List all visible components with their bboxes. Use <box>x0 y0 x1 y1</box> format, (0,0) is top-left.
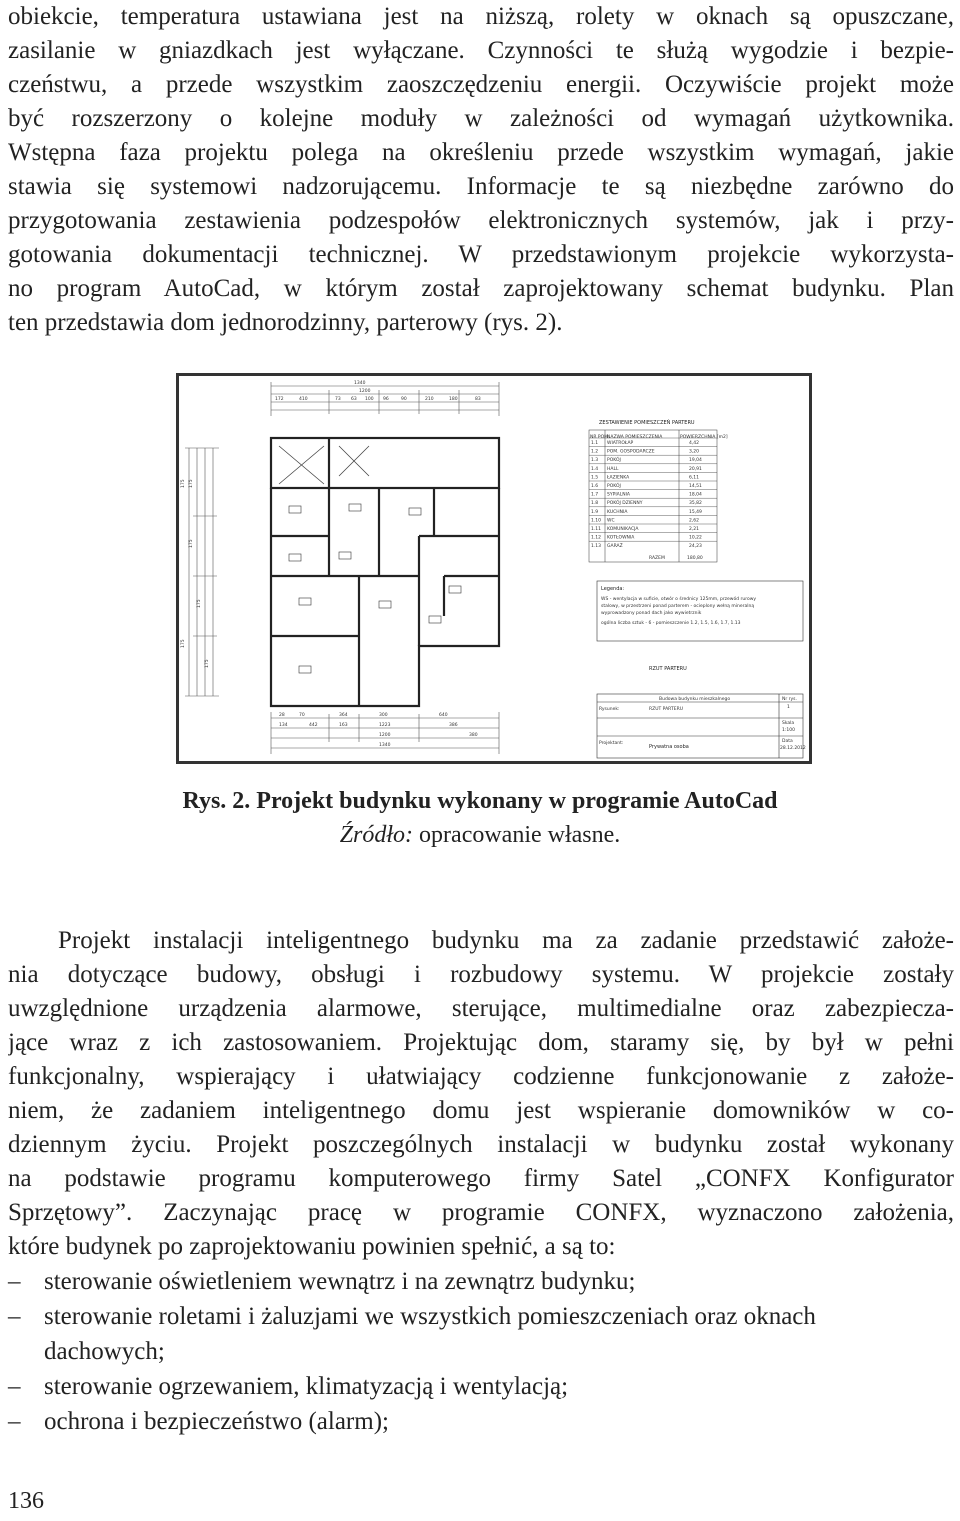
title-block-date-label: Data <box>782 739 793 744</box>
dim-top: 83 <box>475 397 481 402</box>
room-table-cell: 19,04 <box>689 458 702 464</box>
page-number: 136 <box>8 1488 44 1514</box>
title-block-sheet-value: 1 <box>787 705 790 710</box>
dim-left: 175 <box>181 479 186 488</box>
legend-text: stalowy, w przestrzeni ponad parterem - ocieplony wełną mineralną <box>601 604 755 609</box>
dim-left: 175 <box>189 479 194 488</box>
room-table-rows <box>589 438 717 549</box>
text-line: obiekcie, temperatura ustawiana jest na niższą, rolety w oknach są opuszczane, <box>8 3 954 30</box>
room-table-title: ZESTAWIENIE POMIESZCZEŃ PARTERU <box>599 420 695 426</box>
dash-marker: – <box>8 1373 21 1400</box>
text-line: Wstępna faza projektu polega na określeniu przede wszystkim wymagań, jakie <box>8 139 954 166</box>
room-table-cell: 1.4 <box>591 466 599 472</box>
list-item-text: sterowanie roletami i żaluzjami we wszystkich pomieszczeniach oraz oknach <box>44 1303 816 1330</box>
garage-cross <box>279 446 369 484</box>
dash-marker: – <box>8 1408 21 1435</box>
text-line: przygotowania zestawienia podzespołów elektronicznych systemów, jak i przy- <box>8 207 954 234</box>
list-item <box>8 1404 954 1439</box>
room-table-cell: POKÓJ <box>607 458 621 464</box>
room-table-cell: 15,49 <box>689 509 702 515</box>
room-table-total-value: 180,80 <box>687 556 703 561</box>
dim-left: 175 <box>205 659 210 668</box>
floor-plan-drawing <box>179 376 809 761</box>
text-line: Sprzętowy”. Zaczynając pracę w programie CONFX, wyznaczono założenia, <box>8 1199 954 1226</box>
room-table-cell: 3,20 <box>689 449 700 455</box>
text-line: no program AutoCad, w którym został zaprojektowany schemat budynku. Plan <box>8 275 954 302</box>
room-table-cell: 1.1 <box>591 441 599 446</box>
room-table-cell: WC <box>607 518 615 524</box>
text-line: jące wraz z ich zastosowaniem. Projektując dom, staramy się, by był w pełni <box>8 1029 954 1056</box>
room-table-cell: POM. GOSPODARCZE <box>607 449 655 455</box>
room-table-cell: ŁAZIENKA <box>607 475 630 481</box>
dim-bottom: 1340 <box>379 743 391 748</box>
room-table-cell: 35,82 <box>689 501 702 507</box>
room-table-cell: 24,23 <box>689 544 702 550</box>
text-line: niem, że zadaniem inteligentnego domu jest wspieranie domowników w co- <box>8 1097 954 1124</box>
room-table-cell: 1.6 <box>591 484 599 489</box>
dim-bottom: 380 <box>469 733 478 738</box>
room-table-cell: 4,42 <box>689 441 700 446</box>
dim-top: 96 <box>383 397 389 402</box>
figure-source <box>0 822 960 849</box>
dim-bottom: 70 <box>299 713 305 718</box>
title-block-drawing-label: Rysunek: <box>599 707 620 712</box>
text-line: być rozszerzony o kolejne moduły w zależności od wymagań użytkownika. <box>8 105 954 132</box>
paragraph-intro <box>8 0 954 340</box>
dim-bottom: 134 <box>279 723 288 728</box>
room-table-cell: 1.8 <box>591 501 599 507</box>
text-line: funkcjonalny, wspierający i ułatwiający codzienne funkcjonowanie z założe- <box>8 1063 954 1090</box>
room-table-cell: HALL <box>607 466 619 472</box>
dim-bottom: 640 <box>439 713 448 718</box>
list-item-text: dachowych; <box>44 1338 165 1365</box>
dim-top: 1200 <box>359 389 371 394</box>
legend-text: ogólna liczba sztuk - 6 - pomieszczenie 1.2, 1.5, 1.6, 1.7, 1.13 <box>601 621 741 626</box>
room-table-cell: KOTŁOWNIA <box>607 535 635 541</box>
legend-title: Legenda: <box>601 586 625 592</box>
dim-bottom: 163 <box>339 723 348 728</box>
title-block-date-value: 28.12.2012 <box>780 746 806 751</box>
dash-marker: – <box>8 1303 21 1330</box>
floor-plan-figure <box>176 373 812 764</box>
room-table-cell: 1.9 <box>591 509 599 515</box>
legend-text: WS - wentylacja w suficie, otwór o średnicy 125mm, przewód rurowy <box>601 597 757 602</box>
text-line: uwzględnione urządzenia alarmowe, sterujące, multimedialne oraz zabezpiecza- <box>8 995 954 1022</box>
text-line: ten przedstawia dom jednorodzinny, parterowy (rys. 2). <box>8 309 563 336</box>
room-table-header: NAZWA POMIESZCZENIA <box>607 435 663 440</box>
plan-label: RZUT PARTERU <box>649 666 687 672</box>
room-table-cell: 1.13 <box>591 544 602 550</box>
room-table-total-label: RAZEM <box>649 556 665 561</box>
room-table-cell: 1.7 <box>591 492 599 498</box>
room-table-cell: 1.11 <box>591 527 602 532</box>
text-line: zasilanie w gniazdkach jest wyłączane. Czynności te służą wygodzie i bezpie- <box>8 37 954 64</box>
text-line: stawia się systemowi nadzorującemu. Informacje te są niezbędne zarówno do <box>8 173 954 200</box>
room-table-header: POWIERZCHNIA [m2] <box>680 435 728 440</box>
room-table-cell: 10,22 <box>689 535 702 541</box>
room-table-cell: 1.2 <box>591 449 599 455</box>
dim-top: 90 <box>401 397 407 402</box>
dim-top: 180 <box>449 397 458 402</box>
dim-top: 1340 <box>354 381 366 386</box>
paragraph-project <box>8 924 954 1264</box>
room-table-cell: 20,91 <box>689 466 702 472</box>
room-table-cell: 1.5 <box>591 475 599 481</box>
list-item-text: ochrona i bezpieczeństwo (alarm); <box>44 1408 389 1435</box>
title-block-grid <box>597 694 803 758</box>
text-line: dziennym życiu. Projekt poszczególnych instalacji w budynku został wykonany <box>8 1131 954 1158</box>
dim-bottom: 300 <box>379 713 388 718</box>
room-table-cell: POKÓJ DZIENNY <box>607 501 643 507</box>
dim-top: 73 <box>335 397 341 402</box>
dim-bottom: 1223 <box>379 723 391 728</box>
text-line: które budynek po zaprojektowaniu powinien spełnić, a są to: <box>8 1233 616 1260</box>
source-text: opracowanie własne. <box>413 822 621 848</box>
text-line: nia dotyczące budowy, obsługi i rozbudowy systemu. W projekcie zostały <box>8 961 954 988</box>
room-table-cell: GARAŻ <box>607 544 623 550</box>
figure-caption: Rys. 2. Projekt budynku wykonany w programie AutoCad <box>182 788 778 814</box>
dim-left: 175 <box>197 599 202 608</box>
room-table-cell: 6,11 <box>689 475 700 481</box>
dim-top: 410 <box>299 397 308 402</box>
dim-left: 175 <box>181 639 186 648</box>
title-block-sheet-label: Nr rys. <box>782 697 797 702</box>
dim-bottom: 364 <box>339 713 348 718</box>
dash-marker: – <box>8 1268 21 1295</box>
list-item <box>8 1264 954 1299</box>
dim-top: 63 <box>351 397 357 402</box>
dim-left: 175 <box>189 539 194 548</box>
legend-text: wyprowadzony ponad dach jako wywietrznik <box>601 611 702 616</box>
room-table-cell: 1.3 <box>591 458 599 464</box>
list-item <box>8 1334 954 1369</box>
list-item-text: sterowanie ogrzewaniem, klimatyzacją i wentylacją; <box>44 1373 569 1400</box>
text-line: gotowania dokumentacji technicznej. W przedstawionym projekcie wykorzysta- <box>8 241 954 268</box>
room-table-cell: 18,04 <box>689 492 702 498</box>
text-line: na podstawie programu komputerowego firmy Satel „CONFX Konfigurator <box>8 1165 954 1192</box>
title-block-project: Budowa budynku mieszkalnego <box>659 697 731 702</box>
room-table-cell: POKÓJ <box>607 484 621 489</box>
list-item <box>8 1299 954 1334</box>
room-table-cell: SYPIALNIA <box>607 492 631 498</box>
list-item <box>8 1369 954 1404</box>
title-block-scale-value: 1:100 <box>782 728 795 733</box>
room-table-cell: KUCHNIA <box>607 509 628 515</box>
room-table-cell: KOMUNIKACJA <box>607 527 639 532</box>
text-line: Projekt instalacji inteligentnego budynku ma za zadanie przedstawić założe- <box>58 927 954 954</box>
title-block-designer-label: Projektant: <box>599 741 624 746</box>
dim-top: 172 <box>275 397 284 402</box>
room-table-cell: 1.10 <box>591 518 602 524</box>
title-block-drawing-value: RZUT PARTERU <box>649 707 683 712</box>
title-block-designer-value: Prywatna osoba <box>649 744 689 750</box>
dim-bottom: 28 <box>279 713 285 718</box>
room-table-cell: 14,51 <box>689 484 702 489</box>
room-table-cell: WIATROŁAP <box>607 441 634 446</box>
dim-top: 100 <box>365 397 374 402</box>
room-tags <box>289 504 461 673</box>
list-item-text: sterowanie oświetleniem wewnątrz i na zewnątrz budynku; <box>44 1268 636 1295</box>
dim-bottom: 386 <box>449 723 458 728</box>
room-table-header: NR POM. <box>590 435 610 440</box>
room-table-cell: 1.12 <box>591 535 602 541</box>
dim-bottom: 1200 <box>379 733 391 738</box>
dim-bottom: 442 <box>309 723 318 728</box>
text-line: czeństwu, a przede wszystkim zaoszczędzeniu energii. Oczywiście projekt może <box>8 71 954 98</box>
dim-top: 210 <box>425 397 434 402</box>
room-table-cell: 2,62 <box>689 518 700 524</box>
title-block-scale-label: Skala <box>782 721 795 726</box>
room-table-cell: 2,21 <box>689 527 700 532</box>
source-label: Źródło: <box>339 822 414 848</box>
requirements-list <box>8 1264 954 1439</box>
